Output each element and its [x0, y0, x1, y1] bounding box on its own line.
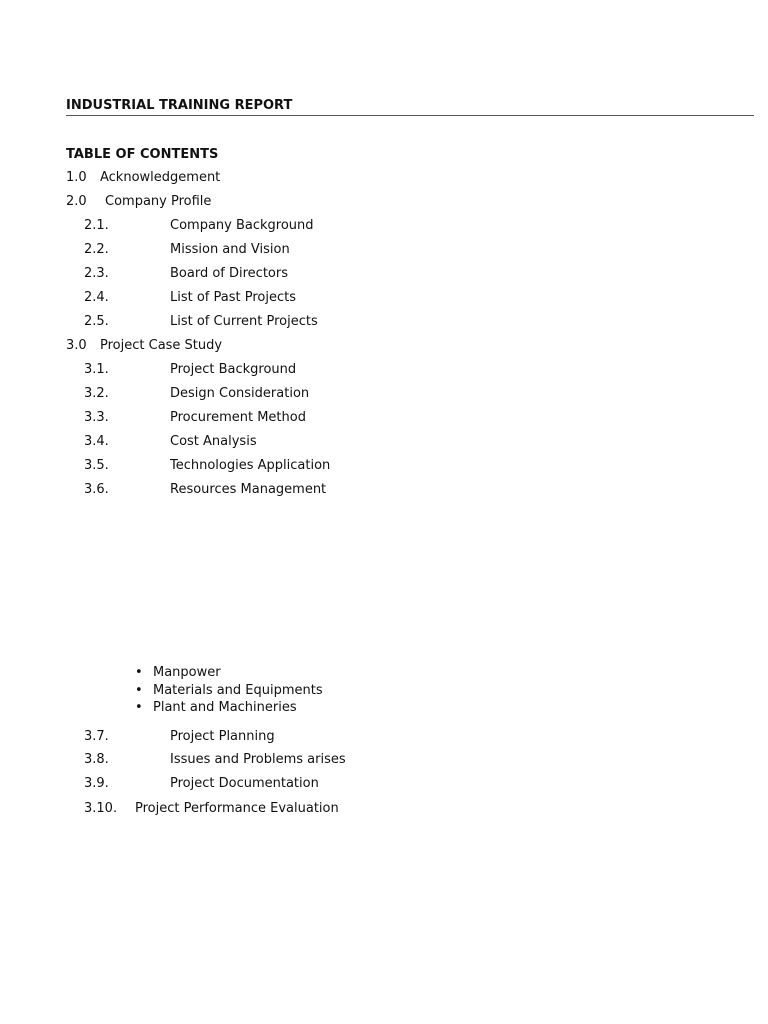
- toc-subsection-label: Technologies Application: [170, 458, 331, 473]
- toc-subsection-label: Company Background: [170, 218, 314, 233]
- toc-subsection-label: Project Planning: [170, 729, 275, 744]
- toc-subsection-number: 3.5.: [84, 458, 109, 473]
- toc-subsection-label: List of Current Projects: [170, 314, 318, 329]
- toc-subsection-number: 2.4.: [84, 290, 109, 305]
- toc-section-number: 2.0: [66, 194, 87, 209]
- toc-subsection-label: Board of Directors: [170, 266, 288, 281]
- report-title: INDUSTRIAL TRAINING REPORT: [66, 98, 293, 113]
- toc-subsection-number: 3.4.: [84, 434, 109, 449]
- toc-subsection-number: 3.3.: [84, 410, 109, 425]
- toc-subsection-label: Design Consideration: [170, 386, 310, 401]
- toc-subsection-number: 3.9.: [84, 776, 109, 791]
- toc-subsection-label: Procurement Method: [170, 410, 306, 425]
- toc-subsection-label: Cost Analysis: [170, 434, 257, 449]
- toc-subsection-label: List of Past Projects: [170, 290, 296, 305]
- toc-heading: TABLE OF CONTENTS: [66, 147, 219, 162]
- bullet-item-manpower: • Manpower: [134, 664, 323, 682]
- toc-subsection-number: 2.1.: [84, 218, 109, 233]
- toc-subsection-label: Project Documentation: [170, 776, 319, 791]
- title-underline: [66, 115, 754, 116]
- toc-section-label: Acknowledgement: [100, 170, 221, 185]
- bullet-item-materials: • Materials and Equipments: [134, 682, 323, 700]
- toc-subsection-number: 3.7.: [84, 729, 109, 744]
- toc-subsection-number: 3.6.: [84, 482, 109, 497]
- toc-subsection-number: 3.10.: [84, 801, 118, 816]
- toc-section-number: 1.0: [66, 170, 87, 185]
- toc-subsection-label: Project Background: [170, 362, 297, 377]
- toc-subsection-number: 3.1.: [84, 362, 109, 377]
- toc-subsection-label: Resources Management: [170, 482, 327, 497]
- toc-subsection-number: 3.2.: [84, 386, 109, 401]
- toc-section-number: 3.0: [66, 338, 87, 353]
- bullet-item-plant: • Plant and Machineries: [134, 699, 323, 717]
- toc-section-label: Project Case Study: [100, 338, 223, 353]
- toc-subsection-number: 2.2.: [84, 242, 109, 257]
- toc-subsection-number: 3.8.: [84, 752, 109, 767]
- toc-subsection-number: 2.3.: [84, 266, 109, 281]
- toc-subsection-label: Mission and Vision: [170, 242, 290, 257]
- resources-bullet-list: [134, 664, 323, 717]
- toc-subsection-number: 2.5.: [84, 314, 109, 329]
- toc-subsection-label: Issues and Problems arises: [170, 752, 346, 767]
- toc-section-label: Company Profile: [105, 194, 212, 209]
- toc-subsection-label: Project Performance Evaluation: [135, 801, 339, 816]
